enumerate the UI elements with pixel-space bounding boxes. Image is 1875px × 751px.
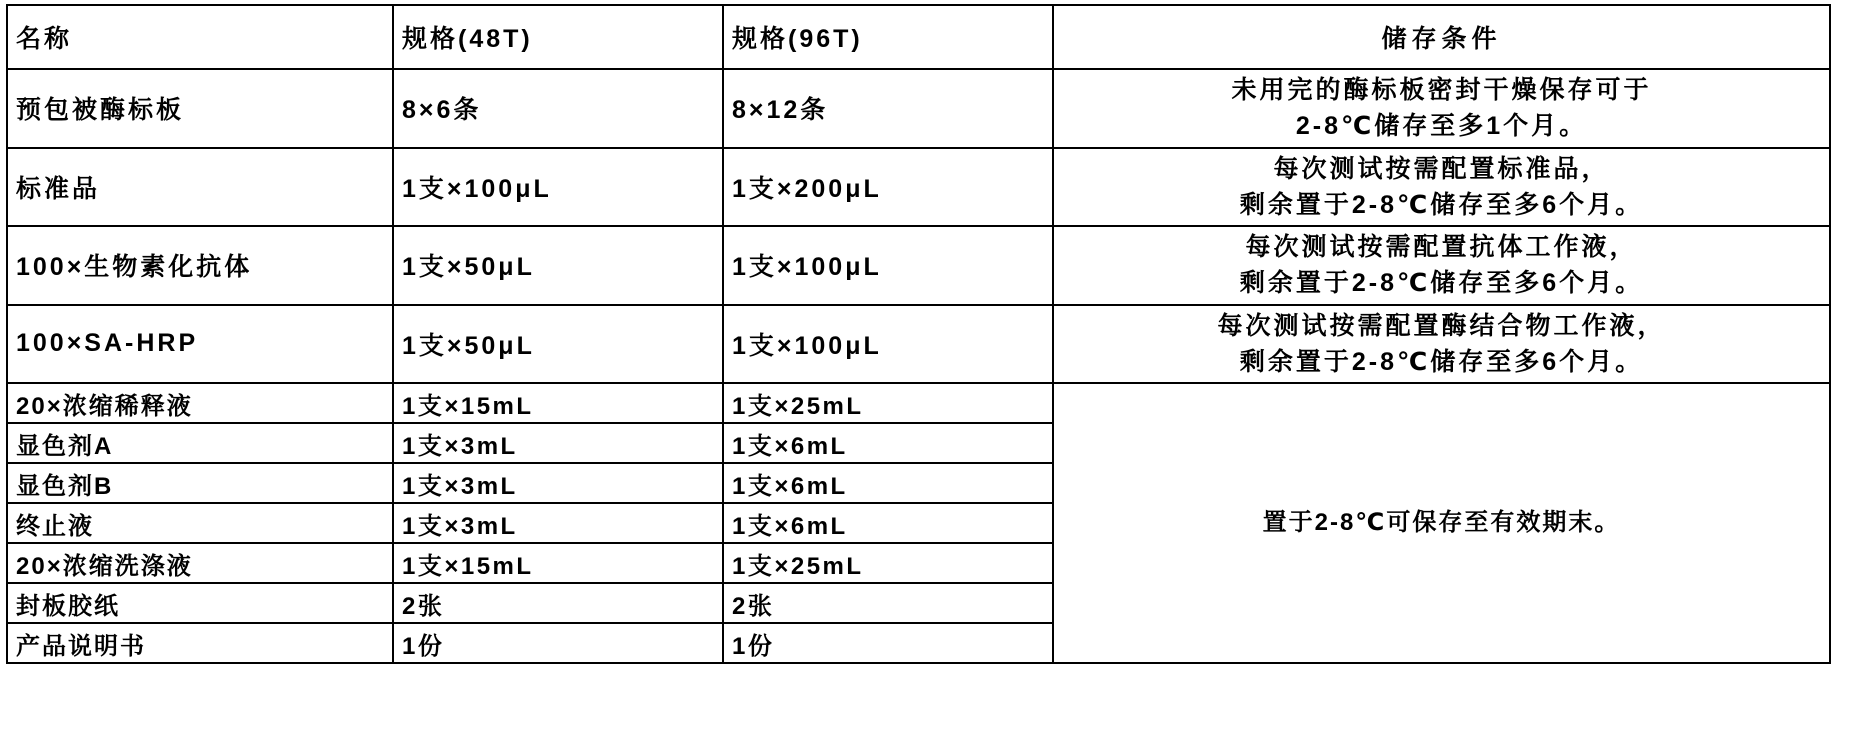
cell-component-name: 显色剂A: [7, 423, 393, 463]
table-row: [7, 148, 1830, 227]
table-header: [7, 5, 1830, 69]
storage-line: 每次测试按需配置标准品，: [1273, 154, 1610, 183]
table-row: [7, 305, 1830, 384]
cell-spec-48t: 1支×3mL: [393, 423, 723, 463]
cell-storage-conditions: [1053, 148, 1830, 227]
cell-spec-48t: 8×6条: [393, 69, 723, 148]
table-row: [7, 69, 1830, 148]
column-header-name: 名称: [7, 5, 393, 69]
cell-component-name: 预包被酶标板: [7, 69, 393, 148]
cell-component-name: 标准品: [7, 148, 393, 227]
cell-spec-48t: 1支×50μL: [393, 226, 723, 305]
cell-storage-conditions: [1053, 383, 1830, 663]
table-row: [7, 383, 1830, 423]
cell-spec-48t: 1支×100μL: [393, 148, 723, 227]
table-body: [7, 69, 1830, 663]
cell-spec-48t: 1支×15mL: [393, 383, 723, 423]
cell-spec-96t: 8×12条: [723, 69, 1053, 148]
cell-component-name: 产品说明书: [7, 623, 393, 663]
cell-spec-96t: 1支×6mL: [723, 463, 1053, 503]
column-header-spec-48t: 规格(48T): [393, 5, 723, 69]
cell-component-name: 显色剂B: [7, 463, 393, 503]
cell-storage-conditions: [1053, 226, 1830, 305]
cell-spec-48t: 2张: [393, 583, 723, 623]
storage-line: 剩余置于2-8℃储存至多6个月。: [1239, 269, 1644, 298]
table-row: [7, 226, 1830, 305]
cell-spec-48t: 1份: [393, 623, 723, 663]
cell-spec-48t: 1支×3mL: [393, 463, 723, 503]
cell-spec-48t: 1支×50μL: [393, 305, 723, 384]
cell-spec-96t: 1支×100μL: [723, 305, 1053, 384]
cell-storage-conditions: [1053, 69, 1830, 148]
cell-storage-conditions: [1053, 305, 1830, 384]
storage-line: 每次测试按需配置酶结合物工作液，: [1217, 311, 1666, 340]
cell-spec-96t: 1支×6mL: [723, 423, 1053, 463]
storage-line: 剩余置于2-8℃储存至多6个月。: [1239, 347, 1644, 376]
cell-spec-96t: 1支×200μL: [723, 148, 1053, 227]
storage-line: 每次测试按需配置抗体工作液，: [1245, 233, 1638, 261]
cell-spec-96t: 1支×100μL: [723, 226, 1053, 305]
storage-line: 2-8℃储存至多1个月。: [1295, 112, 1588, 141]
cell-component-name: 100×生物素化抗体: [7, 226, 393, 305]
cell-spec-96t: 2张: [723, 583, 1053, 623]
cell-spec-96t: 1支×6mL: [723, 503, 1053, 543]
cell-spec-96t: 1支×25mL: [723, 543, 1053, 583]
kit-components-table: [6, 4, 1831, 664]
cell-component-name: 封板胶纸: [7, 583, 393, 623]
cell-spec-96t: 1支×25mL: [723, 383, 1053, 423]
cell-spec-96t: 1份: [723, 623, 1053, 663]
cell-component-name: 100×SA-HRP: [7, 305, 393, 384]
table-header-row: [7, 5, 1830, 69]
cell-component-name: 20×浓缩洗涤液: [7, 543, 393, 583]
cell-spec-48t: 1支×3mL: [393, 503, 723, 543]
cell-spec-48t: 1支×15mL: [393, 543, 723, 583]
storage-line: 剩余置于2-8℃储存至多6个月。: [1239, 190, 1644, 219]
column-header-storage-conditions: 储存条件: [1053, 5, 1830, 69]
cell-component-name: 20×浓缩稀释液: [7, 383, 393, 423]
document-page: [0, 4, 1875, 751]
storage-line: 置于2-8℃可保存至有效期末。: [1262, 508, 1621, 536]
storage-line: 未用完的酶标板密封干燥保存可于: [1231, 76, 1652, 104]
column-header-spec-96t: 规格(96T): [723, 5, 1053, 69]
cell-component-name: 终止液: [7, 503, 393, 543]
